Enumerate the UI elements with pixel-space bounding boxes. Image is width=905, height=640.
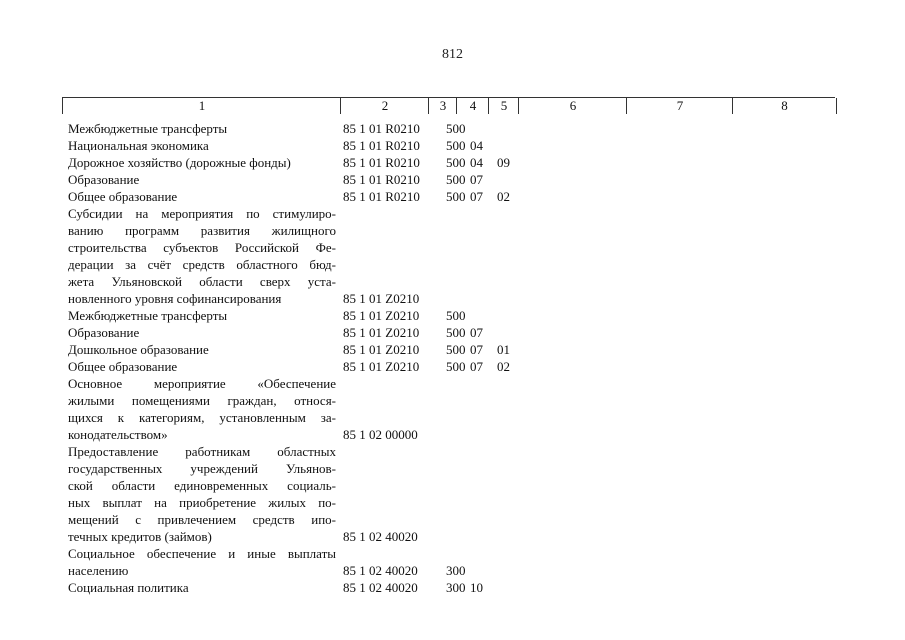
row-name-line: Общее образование <box>68 189 178 204</box>
row-c4: 07 <box>470 342 483 357</box>
row-name <box>68 138 336 155</box>
header-col-1: 1 <box>62 98 341 114</box>
row-c4: 04 <box>470 138 483 153</box>
row-name-line: населению <box>68 563 129 578</box>
row-name-line: Основное мероприятие «Обеспечение <box>68 376 336 391</box>
row-name <box>68 580 336 597</box>
header-col-3: 3 <box>428 98 457 114</box>
row-code: 85 1 01 Z0210 <box>343 291 420 306</box>
row-code: 85 1 02 40020 <box>343 529 418 544</box>
header-col-4: 4 <box>456 98 489 114</box>
row-name-line: жета Ульяновской области сверх уста- <box>68 274 336 289</box>
row-name-line: Образование <box>68 172 140 187</box>
row-name-line: новленного уровня софинансирования <box>68 291 282 306</box>
row-c4: 07 <box>470 172 483 187</box>
row-code: 85 1 01 Z0210 <box>343 342 420 357</box>
row-code: 85 1 02 00000 <box>343 427 418 442</box>
row-c3: 500 <box>446 172 466 187</box>
row-c3: 500 <box>446 359 466 374</box>
row-code: 85 1 01 R0210 <box>343 189 420 204</box>
header-col-8: 8 <box>732 98 837 114</box>
page-number: 812 <box>442 47 463 62</box>
row-name-line: Межбюджетные трансферты <box>68 121 228 136</box>
header-col-5: 5 <box>488 98 519 114</box>
header-col-7: 7 <box>626 98 733 114</box>
row-name-line: Социальная политика <box>68 580 189 595</box>
row-name-line: Общее образование <box>68 359 178 374</box>
row-c3: 500 <box>446 325 466 340</box>
row-c3: 500 <box>446 342 466 357</box>
row-name <box>68 121 336 138</box>
row-name-line: ных выплат на приобретение жилых по- <box>68 495 336 510</box>
row-name <box>68 359 336 376</box>
row-name <box>68 172 336 189</box>
row-c3: 500 <box>446 138 466 153</box>
row-name-line: жилыми помещениями граждан, относя- <box>68 393 336 408</box>
row-name <box>68 325 336 342</box>
row-name-line: Межбюджетные трансферты <box>68 308 228 323</box>
row-name <box>68 206 336 308</box>
row-name <box>68 376 336 444</box>
row-code: 85 1 01 R0210 <box>343 172 420 187</box>
row-name-line: щихся к категориям, установленным за- <box>68 410 336 425</box>
row-name-line: Социальное обеспечение и иные выплаты <box>68 546 336 561</box>
row-c4: 07 <box>470 359 483 374</box>
row-name-line: Национальная экономика <box>68 138 209 153</box>
row-c3: 500 <box>446 155 466 170</box>
header-col-2: 2 <box>340 98 429 114</box>
row-name <box>68 444 336 546</box>
row-code: 85 1 01 Z0210 <box>343 308 420 323</box>
row-c5: 09 <box>497 155 510 170</box>
row-c4: 10 <box>470 580 483 595</box>
row-code: 85 1 01 R0210 <box>343 138 420 153</box>
row-c5: 02 <box>497 189 510 204</box>
row-c3: 500 <box>446 308 466 323</box>
row-name-line: мещений с привлечением средств ипо- <box>68 512 336 527</box>
row-code: 85 1 02 40020 <box>343 563 418 578</box>
row-name-line: дерации за счёт средств областного бюд- <box>68 257 336 272</box>
row-code: 85 1 01 Z0210 <box>343 359 420 374</box>
row-c5: 01 <box>497 342 510 357</box>
row-name-line: Предоставление работникам областных <box>68 444 336 459</box>
row-code: 85 1 02 40020 <box>343 580 418 595</box>
row-c4: 04 <box>470 155 483 170</box>
row-name <box>68 155 336 172</box>
row-c5: 02 <box>497 359 510 374</box>
row-code: 85 1 01 R0210 <box>343 155 420 170</box>
row-name-line: государственных учреждений Ульянов- <box>68 461 336 476</box>
row-c3: 500 <box>446 189 466 204</box>
row-name <box>68 342 336 359</box>
row-name-line: течных кредитов (займов) <box>68 529 212 544</box>
row-code: 85 1 01 R0210 <box>343 121 420 136</box>
row-name-line: конодательством» <box>68 427 168 442</box>
row-c4: 07 <box>470 325 483 340</box>
row-name-line: Дошкольное образование <box>68 342 209 357</box>
row-name <box>68 546 336 580</box>
row-name-line: Дорожное хозяйство (дорожные фонды) <box>68 155 291 170</box>
row-name-line: Субсидии на мероприятия по стимулиро- <box>68 206 336 221</box>
row-c3: 300 <box>446 580 466 595</box>
row-name-line: строительства субъектов Российской Фе- <box>68 240 336 255</box>
row-c3: 300 <box>446 563 466 578</box>
row-c4: 07 <box>470 189 483 204</box>
row-name-line: ванию программ развития жилищного <box>68 223 336 238</box>
row-name-line: ской области единовременных социаль- <box>68 478 336 493</box>
header-col-6: 6 <box>518 98 627 114</box>
row-name <box>68 189 336 206</box>
row-name <box>68 308 336 325</box>
row-c3: 500 <box>446 121 466 136</box>
row-code: 85 1 01 Z0210 <box>343 325 420 340</box>
row-name-line: Образование <box>68 325 140 340</box>
